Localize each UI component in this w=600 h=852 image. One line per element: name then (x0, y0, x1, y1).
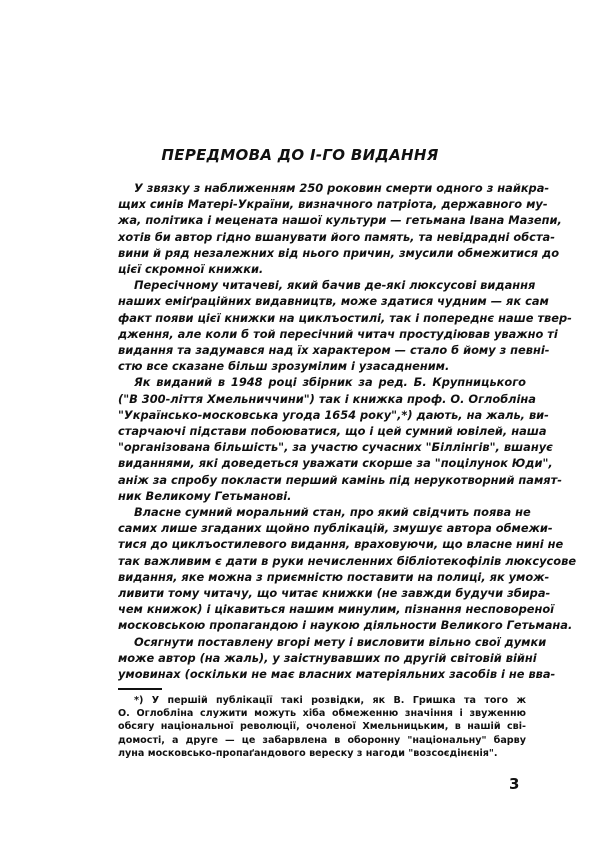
text-line: так важливим є дати в руки нечисленних бібліотекофілів люксусове (118, 553, 577, 568)
text-line: чем книжок) і цікавиться нашим минулим, пізнання несповореної (118, 602, 555, 617)
paragraph (118, 634, 556, 683)
text-line: вини й ряд незалежних від нього причин, змусили обмежитися до (118, 245, 560, 260)
text-line: жа, політика і мецената нашої культури — гетьмана Івана Мазепи, (118, 213, 562, 228)
footnote-line: обсягу національної революції, очоленої Хмельницьким, в нашій сві- (118, 721, 526, 733)
text-line: У звязку з наближенням 250 роковин смерти одного з найкра- (134, 181, 550, 195)
footnote-line: луна московсько-пропаґандового вереску з нагоди "возсоєдінєнія". (118, 747, 498, 759)
text-line: тися до циклъостилевого видання, враховуючи, що власне нині не (118, 537, 564, 552)
text-line: "організована більшість", за участю сучасних "Біллінгів", вшанує (118, 440, 553, 455)
paragraph (118, 504, 577, 634)
footnote-line: домості, а друге — це забарвлена в оборонну "національну" барву (118, 734, 526, 746)
text-line: видання та задумався над їх характером — стало б йому з певні- (118, 343, 550, 358)
page-number: 3 (509, 775, 520, 793)
footnote-line: О. Оглобліна служити можуть хіба обмеженню значіння і звуженню (118, 708, 526, 720)
text-line: Як виданий в 1948 році збірник за ред. Б. Крупницького (134, 375, 526, 390)
text-line: ("В 300-ліття Хмельниччини") так і книжка проф. О. Оглобліна (118, 391, 536, 406)
text-line: виданнями, які доведеться уважати скорше за "поцілунок Юди", (118, 456, 553, 471)
text-line: факт появи цієї книжки на циклъостилі, так і попереднє наше твер- (118, 310, 572, 325)
paragraph (118, 180, 562, 277)
text-line: самих лише згаданих щойно публікацій, змушує автора обмежи- (118, 521, 553, 536)
paragraph (118, 374, 562, 504)
text-line: цієї скромної книжки. (118, 262, 264, 277)
footnote-line: *) У першій публікації такі розвідки, як В. Гришка та того ж (134, 695, 526, 706)
text-line: Пересічному читачеві, який бачив де-які люксусові видання (134, 278, 536, 293)
text-line: хотів би автор гідно вшанувати його память, та невідрадні обста- (118, 229, 555, 244)
text-line: старчаючі підстави побоюватися, що і цей сумний ювілей, наша (118, 424, 547, 439)
text-line: дження, але коли б той пересічний читач простудіював уважно ті (118, 326, 558, 341)
text-line: може автор (на жаль), у заістнувавших по другій світовій війні (118, 650, 537, 665)
text-line: Осягнути поставлену вгорі мету і висловити вільно свої думки (134, 634, 547, 649)
text-line: щих синів Матері-України, визначного патріота, державного му- (118, 197, 548, 212)
text-line: ливити тому читачу, що читає книжки (не завжди будучи збира- (118, 586, 551, 601)
text-line: московською пропагандою і наукою діяльности Великого Гетьмана. (118, 618, 573, 633)
footnote (118, 694, 526, 760)
text-line: видання, яке можна з приємністю поставити на полиці, як умож- (118, 569, 550, 584)
text-line: ник Великому Гетьманові. (118, 488, 292, 503)
footnote-divider (118, 688, 162, 690)
paragraph (118, 277, 572, 374)
text-line: аніж за спробу покласти перший камінь під нерукотворний памят- (118, 472, 562, 487)
text-line: "Українсько-московська угода 1654 року",*) дають, на жаль, ви- (118, 407, 549, 422)
text-line: Власне сумний моральний стан, про який свідчить поява не (134, 505, 531, 520)
text-line: наших еміґраційних видавництв, може здатися чудним — як сам (118, 294, 549, 309)
text-line: умовинах (оскільки не має власних матеріяльних засобів і не вва- (118, 667, 556, 682)
body-text (118, 180, 577, 682)
page-title: ПЕРЕДМОВА ДО І-ГО ВИДАННЯ (161, 146, 439, 164)
text-line: стю все сказане більш зрозумілим і узасадненим. (118, 359, 450, 374)
